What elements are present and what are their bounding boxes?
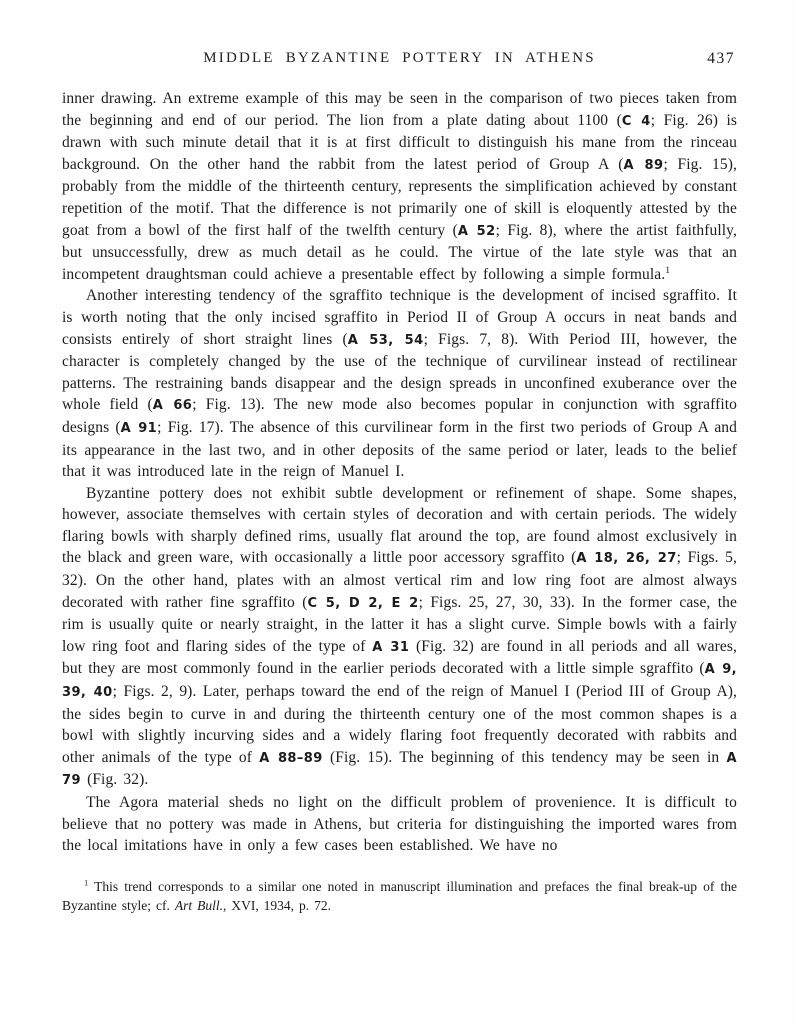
text-run: (Fig. 32) are found in all periods and all wares, but they are most commonly found in the earlier periods decorated with a little simple sgraffito (: [62, 637, 737, 678]
body-text: [62, 88, 737, 857]
footnote-marker: 1: [84, 878, 89, 888]
text-run: ; Figs. 5, 32). On the other hand, plates with an almost vertical rim and low ring foot are almost always decorated with rather fine sgraffito (: [62, 549, 737, 611]
text-run: ; Fig. 26) is drawn with such minute detail that it is at first difficult to distinguish his mane from the rinceau background. On the other hand the rabbit from the latest period of Group A (: [62, 111, 737, 173]
text-run: The Agora material sheds no light on the difficult problem of provenience. It is difficult to believe that no pottery was made in Athens, but criteria for distinguishing the imported wares from the local imitations have in only a few cases been established. We have no: [62, 794, 737, 855]
catalogue-number: A 31: [372, 639, 410, 655]
page-number: 437: [707, 50, 735, 67]
text-run: ; Fig. 17). The absence of this curvilinear form in the first two periods of Group A and its appearance in the last two, and in other deposits of the same period or later, leads to the belief that it was introduced late in the reign of Manuel I.: [62, 418, 737, 481]
catalogue-number: A 53, 54: [347, 332, 424, 348]
footnote: [62, 877, 737, 916]
catalogue-number: A 91: [120, 420, 158, 436]
running-title: MIDDLE BYZANTINE POTTERY IN ATHENS: [203, 50, 596, 66]
footnote-marker: 1: [665, 264, 671, 276]
catalogue-number: A 89: [623, 157, 664, 173]
text-run: ; Fig. 8), where the artist faithfully, but unsuccessfully, drew as much detail as he could. The virtue of the late style was that an incompetent draughtsman could achieve a presentable effect by following a simple formula.: [62, 221, 737, 283]
catalogue-number: A 66: [152, 398, 193, 414]
paragraph: [62, 88, 737, 285]
text-run: , XVI, 1934, p. 72.: [222, 898, 332, 914]
catalogue-number: A 79: [62, 750, 737, 789]
text-run: ; Figs. 25, 27, 30, 33). In the former case, the rim is usually quite or nearly straight, in the latter it has a slight curve. Simple bowls with a fairly low ring foot and flaring sides of the type of: [62, 593, 737, 655]
text-run: Another interesting tendency of the sgraffito technique is the development of incised sgraffito. It is worth noting that the only incised sgraffito in Period II of Group A occurs in neat bands and consists entirely of short straight lines (: [62, 287, 737, 348]
paragraph: [62, 483, 737, 792]
paragraph: [62, 285, 737, 482]
text-run: ; Fig. 13). The new mode also becomes popular in conjunction with sgraffito designs (: [62, 396, 737, 436]
text-run: inner drawing. An extreme example of this may be seen in the comparison of two pieces taken from the beginning and end of our period. The lion from a plate dating about 1100 (: [62, 90, 737, 129]
catalogue-number: A 88–89: [259, 750, 323, 766]
text-run: Byzantine pottery does not exhibit subtle development or refinement of shape. Some shapes, however, associate themselves with certain styles of decoration and with certain periods. The widely flaring bowls with sharply defined rims, usually flat around the top, are found almost exclusively in the black and green ware, with occasionally a little poor accessory sgraffito (: [62, 484, 737, 567]
catalogue-number: C 5, D 2, E 2: [307, 595, 419, 611]
text-run: ; Figs. 7, 8). With Period III, however, the character is completely changed by the use of the technique of curvilinear instead of rectilinear patterns. The restraining bands disappear and the design spreads in unconfined exuberance over the whole field (: [62, 330, 737, 414]
text-run: This trend corresponds to a similar one noted in manuscript illumination and prefaces the final break-up of the Byzantine style; cf.: [62, 878, 737, 914]
catalogue-number: A 52: [457, 223, 496, 239]
catalogue-number: C 4: [621, 113, 651, 129]
text-run: (Fig. 15). The beginning of this tendency may be seen in: [322, 748, 727, 766]
page-header: [62, 50, 737, 76]
text-run: ; Figs. 2, 9). Later, perhaps toward the end of the reign of Manuel I (Period III of Group A), the sides begin to curve in and during the thirteenth century one of the most common shapes is a bowl with slightly incurving sides and a widely flaring foot frequently decorated with rabbits and other animals of the type of: [62, 683, 737, 766]
text-run: (Fig. 32).: [80, 771, 149, 789]
catalogue-number: A 18, 26, 27: [576, 551, 677, 567]
italic-citation: Art Bull.: [174, 898, 223, 914]
catalogue-number: A 9, 39, 40: [62, 662, 737, 701]
text-run: ; Fig. 15), probably from the middle of the thirteenth century, represents the simplification achieved by constant repetition of the motif. That the difference is not primarily one of skill is eloquently attested by the goat from a bowl of the first half of the twelfth century (: [62, 155, 737, 239]
paragraph: [62, 792, 737, 857]
